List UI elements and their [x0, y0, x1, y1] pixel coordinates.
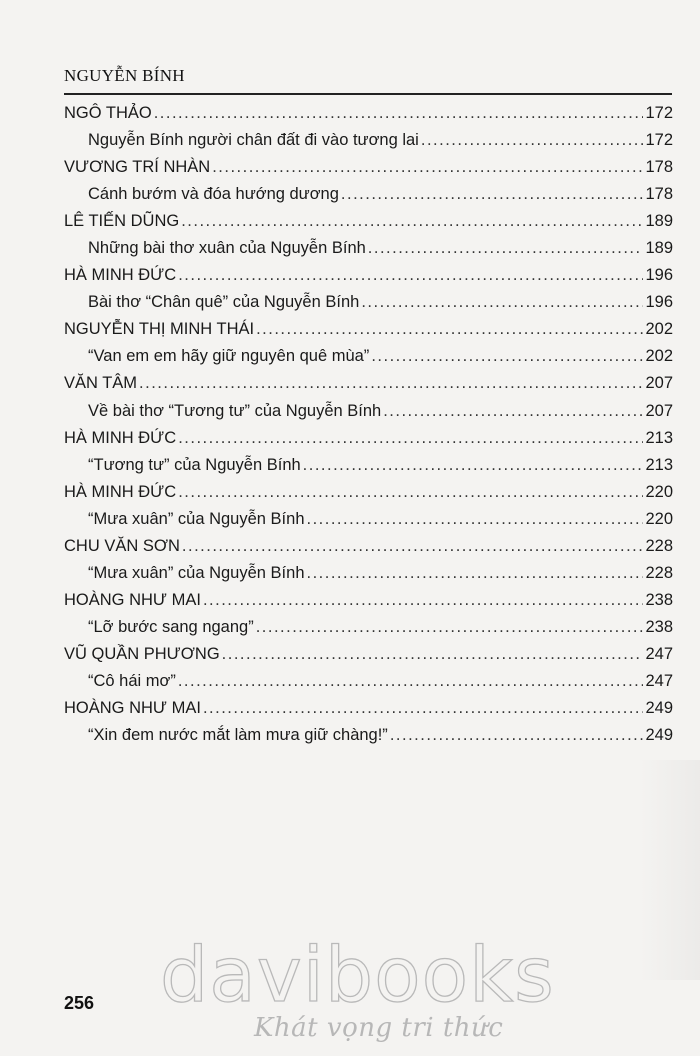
- toc-leader-dots: [383, 398, 643, 425]
- toc-entry-author: [64, 208, 673, 235]
- toc-entry-page: 172: [645, 131, 673, 150]
- toc-entry-title: [64, 722, 673, 749]
- toc-entry-title: [64, 289, 673, 316]
- toc-entry-label: VŨ QUẦN PHƯƠNG: [64, 644, 220, 663]
- toc-entry-page: 249: [645, 726, 673, 745]
- toc-entry-label: “Lỡ bước sang ngang”: [88, 617, 254, 636]
- toc-entry-label: VĂN TÂM: [64, 374, 138, 393]
- show-through-shadow: [640, 760, 700, 980]
- toc-entry-label: LÊ TIẾN DŨNG: [64, 212, 180, 231]
- toc-entry-title: [64, 343, 673, 370]
- toc-leader-dots: [256, 614, 644, 641]
- toc-entry-page: 247: [645, 644, 673, 663]
- page-number: 256: [64, 993, 95, 1013]
- toc-entry-label: “Xin đem nước mắt làm mưa giữ chàng!”: [88, 726, 388, 745]
- toc-leader-dots: [256, 316, 643, 343]
- toc-leader-dots: [178, 479, 643, 506]
- toc-entry-title: [64, 235, 673, 262]
- toc-entry-title: [64, 614, 673, 641]
- toc-entry-label: HOÀNG NHƯ MAI: [64, 590, 201, 609]
- toc-entry-title: [64, 127, 673, 154]
- toc-leader-dots: [368, 235, 644, 262]
- toc-entry-label: NGUYỄN THỊ MINH THÁI: [64, 320, 255, 339]
- toc-entry-label: “Van em em hãy giữ nguyên quê mùa”: [88, 347, 370, 366]
- toc-entry-label: HÀ MINH ĐỨC: [64, 266, 177, 285]
- toc-entry-author: [64, 316, 673, 343]
- toc-entry-author: [64, 479, 673, 506]
- toc-entry-author: [64, 587, 673, 614]
- toc-leader-dots: [307, 506, 644, 533]
- toc-leader-dots: [181, 208, 643, 235]
- toc-entry-label: HÀ MINH ĐỨC: [64, 482, 177, 501]
- toc-entry-page: 213: [645, 455, 673, 474]
- toc-entry-author: [64, 641, 673, 668]
- toc-entry-page: 220: [645, 509, 673, 528]
- toc-entry-page: 238: [645, 590, 673, 609]
- toc-entry-author: [64, 533, 673, 560]
- toc-entry-label: “Mưa xuân” của Nguyễn Bính: [88, 563, 305, 582]
- toc-entry-author: [64, 262, 673, 289]
- toc-entry-page: 196: [645, 293, 673, 312]
- toc-entry-author: [64, 154, 673, 181]
- toc-entry-page: 228: [645, 563, 673, 582]
- toc-entry-page: 202: [645, 320, 673, 339]
- toc-entry-page: 178: [645, 185, 673, 204]
- toc-leader-dots: [203, 587, 644, 614]
- toc-entry-author: [64, 695, 673, 722]
- toc-entry-label: Về bài thơ “Tương tư” của Nguyễn Bính: [88, 401, 382, 420]
- toc-entry-author: [64, 370, 673, 397]
- toc-entry-label: Bài thơ “Chân quê” của Nguyễn Bính: [88, 293, 360, 312]
- running-head: NGUYỄN BÍNH: [64, 66, 185, 85]
- toc-leader-dots: [421, 127, 644, 154]
- toc-entry-label: Nguyễn Bính người chân đất đi vào tương lai: [88, 131, 419, 150]
- toc-entry-title: [64, 668, 673, 695]
- toc-leader-dots: [182, 533, 644, 560]
- toc-entry-page: 228: [645, 536, 673, 555]
- toc-entry-page: 247: [645, 671, 673, 690]
- toc-entry-label: CHU VĂN SƠN: [64, 536, 180, 555]
- toc-entry-page: 189: [645, 212, 673, 231]
- watermark-logo: davibooks: [160, 930, 555, 1019]
- toc-leader-dots: [212, 154, 643, 181]
- toc-entry-page: 207: [645, 374, 673, 393]
- toc-entry-page: 249: [645, 699, 673, 718]
- toc-leader-dots: [371, 343, 643, 370]
- toc-entry-page: 178: [645, 158, 673, 177]
- toc-leader-dots: [341, 181, 644, 208]
- toc-entry-page: 189: [645, 239, 673, 258]
- toc-leader-dots: [178, 262, 643, 289]
- toc-entry-page: 196: [645, 266, 673, 285]
- toc-entry-title: [64, 506, 673, 533]
- toc-entry-page: 202: [645, 347, 673, 366]
- toc-leader-dots: [303, 452, 644, 479]
- table-of-contents: [64, 100, 673, 749]
- toc-entry-title: [64, 560, 673, 587]
- toc-entry-page: 220: [645, 482, 673, 501]
- toc-leader-dots: [203, 695, 644, 722]
- toc-leader-dots: [178, 668, 644, 695]
- toc-leader-dots: [154, 100, 644, 127]
- toc-entry-label: HOÀNG NHƯ MAI: [64, 699, 201, 718]
- watermark-tagline: Khát vọng tri thức: [254, 1013, 504, 1043]
- toc-entry-label: “Tương tư” của Nguyễn Bính: [88, 455, 301, 474]
- toc-entry-page: 238: [645, 617, 673, 636]
- toc-entry-label: Những bài thơ xuân của Nguyễn Bính: [88, 239, 366, 258]
- toc-entry-title: [64, 181, 673, 208]
- toc-leader-dots: [178, 425, 643, 452]
- toc-entry-label: HÀ MINH ĐỨC: [64, 428, 177, 447]
- toc-entry-page: 213: [645, 428, 673, 447]
- toc-entry-page: 172: [645, 104, 673, 122]
- toc-entry-title: [64, 452, 673, 479]
- toc-entry-label: VƯƠNG TRÍ NHÀN: [64, 158, 211, 177]
- toc-leader-dots: [307, 560, 644, 587]
- toc-entry-title: [64, 398, 673, 425]
- toc-entry-label: “Cô hái mơ”: [88, 671, 176, 690]
- toc-entry-label: NGÔ THẢO: [64, 104, 152, 122]
- toc-leader-dots: [390, 722, 644, 749]
- toc-leader-dots: [222, 641, 644, 668]
- toc-leader-dots: [361, 289, 643, 316]
- toc-entry-author: [64, 425, 673, 452]
- toc-entry-page: 207: [645, 401, 673, 420]
- toc-entry-author: [64, 100, 673, 127]
- header-rule: [64, 93, 672, 95]
- toc-leader-dots: [139, 370, 643, 397]
- toc-entry-label: Cánh bướm và đóa hướng dương: [88, 185, 339, 204]
- toc-entry-label: “Mưa xuân” của Nguyễn Bính: [88, 509, 305, 528]
